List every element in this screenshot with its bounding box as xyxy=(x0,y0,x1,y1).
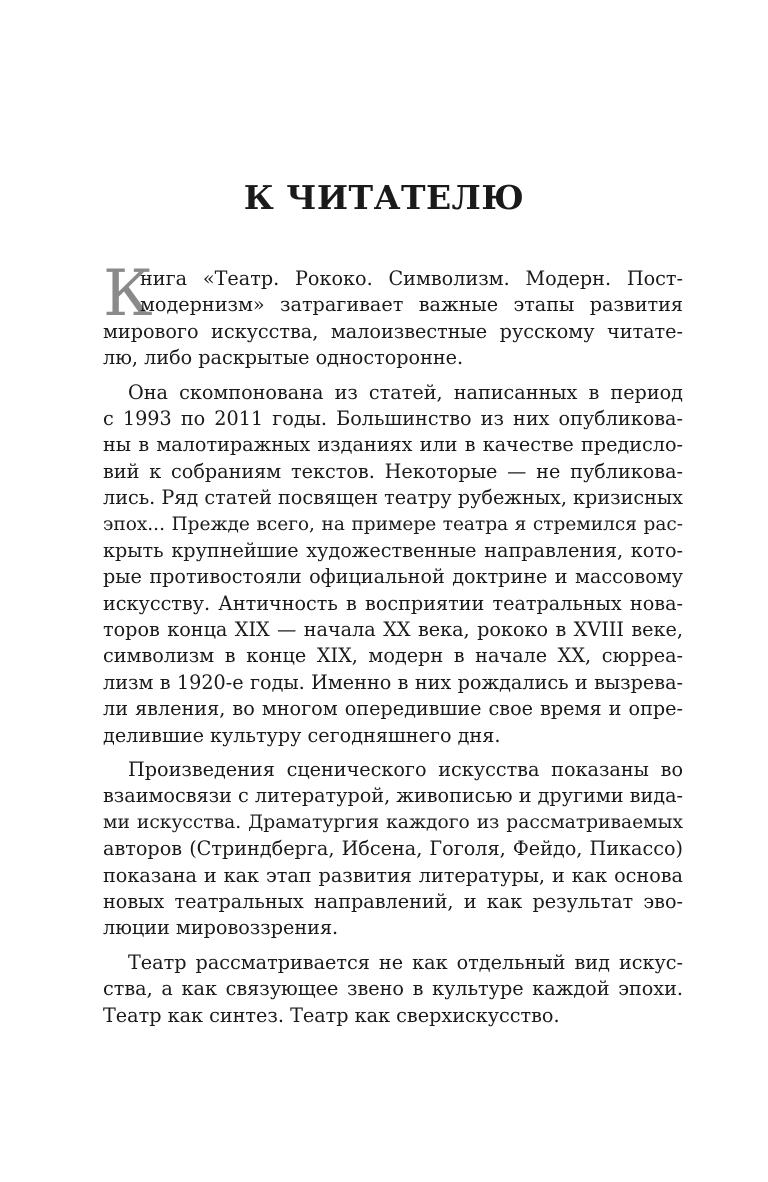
text-line: вий к собраниям текстов. Некоторые — не публикова- xyxy=(103,459,683,483)
paragraph-gap xyxy=(103,942,683,950)
text-line: люции мировоззрения. xyxy=(103,916,339,940)
text-line: нига «Театр. Рококо. Символизм. Модерн. Пост- xyxy=(140,267,683,290)
text-line: лю, либо раскрытые односторонне. xyxy=(103,346,464,370)
text-line: показана и как этап развития литературы, и как основа xyxy=(103,863,683,887)
text-line: Произведения сценического искусства показаны во xyxy=(128,758,683,782)
body-text xyxy=(103,266,683,1029)
text-line: Театр как синтез. Театр как сверхискусство. xyxy=(103,1003,560,1027)
text-line: Театр рассматривается не как отдельный вид искус- xyxy=(128,950,683,974)
text-line: Она скомпонована из статей, написанных в период xyxy=(128,380,683,404)
text-line: лись. Ряд статей посвящен театру рубежных, кризисных xyxy=(103,486,683,510)
text-line: авторов (Стриндберга, Ибсена, Гоголя, Фейдо, Пикассо) xyxy=(103,837,683,861)
text-line: с 1993 по 2011 годы. Большинство из них опубликова- xyxy=(103,406,683,430)
text-line: крыть крупнейшие художественные направления, кото- xyxy=(103,538,683,562)
text-line: ства, а как связующее звено в культуре каждой эпохи. xyxy=(103,977,683,1001)
text-line: взаимосвязи с литературой, живописью и другими вида- xyxy=(103,784,683,808)
text-line: символизм в конце XIX, модерн в начале XX, сюрреа- xyxy=(103,644,683,668)
text-line: новых театральных направлений, и как результат эво- xyxy=(103,889,683,913)
drop-cap-letter: К xyxy=(103,257,153,331)
paragraph-gap xyxy=(103,749,683,757)
text-line: делившие культуру сегодняшнего дня. xyxy=(103,723,501,747)
text-line: ми искусства. Драматургия каждого из рассматриваемых xyxy=(103,811,683,833)
text-line: ны в малотиражных изданиях или в качестве предисло- xyxy=(103,433,683,457)
text-line: лизм в 1920-е годы. Именно в них рождались и вызрева- xyxy=(103,670,683,694)
text-line: модернизм» затрагивает важные этапы развития xyxy=(140,293,683,317)
text-line: эпох... Прежде всего, на примере театра я стремился рас- xyxy=(103,513,683,535)
text-line: ли явления, во многом опередившие свое время и опре- xyxy=(103,697,683,721)
text-line: торов конца XIX — начала XX века, рококо в XVIII веке, xyxy=(103,618,683,642)
chapter-title: К ЧИТАТЕЛЮ xyxy=(243,178,525,217)
text-line: рые противостояли официальной доктрине и массовому xyxy=(103,565,683,589)
text-line: мирового искусства, малоизвестные русскому читате- xyxy=(103,319,683,343)
text-line: искусству. Античность в восприятии театральных нова- xyxy=(103,591,683,615)
paragraph-gap xyxy=(103,372,683,380)
